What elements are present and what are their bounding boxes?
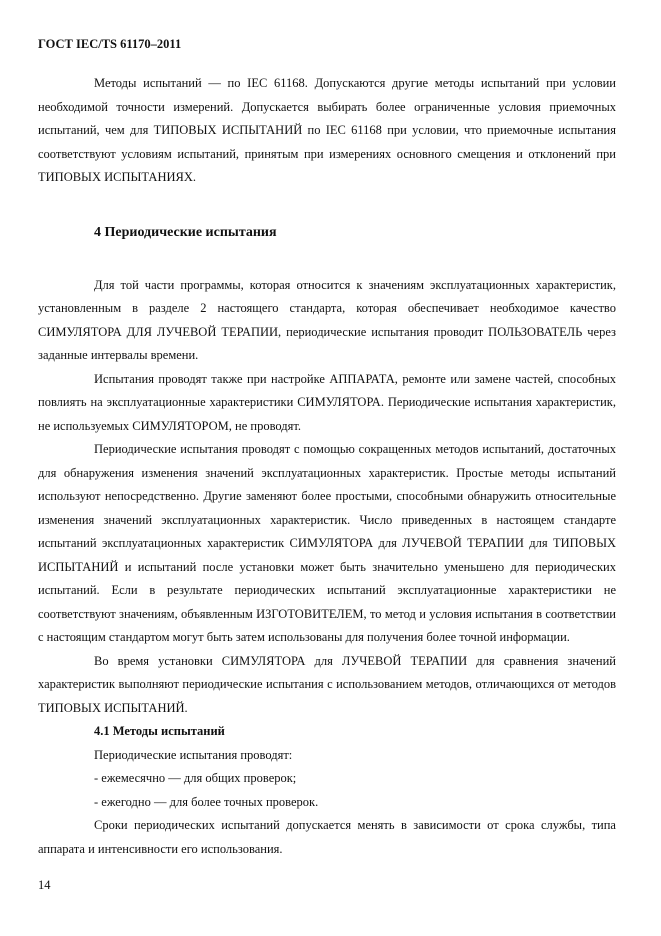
list-item: - ежегодно — для более точных проверок. <box>94 794 319 809</box>
subsection-4-1-closing: Сроки периодических испытаний допускается менять в зависимости от срока службы, типа аппарата и интенсивности его использования. <box>38 818 616 856</box>
section-4-heading: 4 Периодические испытания <box>94 224 277 240</box>
subsection-4-1-lead: Периодические испытания проводят: <box>94 747 293 762</box>
subsection-4-1-heading: 4.1 Методы испытаний <box>94 724 225 738</box>
document-header: ГОСТ IEC/TS 61170–2011 <box>38 37 182 51</box>
list-item: - ежемесячно — для общих проверок; <box>94 771 297 785</box>
page-body <box>38 72 616 861</box>
section-4-paragraph-3: Периодические испытания проводят с помощью сокращенных методов испытаний, достаточных для обнаружения изменения значений эксплуатационных характеристик. Простые методы испытаний используют непосредственно. Другие заменяют более простыми, способными обнаружить относительные изменения значений эксплуатационных характеристик. Число приведенных в настоящем стандарте испытаний эксплуатационных характеристик СИМУЛЯТОРА для ЛУЧЕВОЙ ТЕРАПИИ для ТИПОВЫХ ИСПЫТАНИЙ и испытаний после установки может быть значительно уменьшено для периодических испытаний. Если в результате периодических испытаний эксплуатационные характеристики не соответствуют значениям, объявленным ИЗГОТОВИТЕЛЕМ, то метод и условия испытания в соответствии с настоящим стандартом могут быть затем использованы для получения более точной информации. <box>38 442 616 644</box>
section-4-paragraph-1: Для той части программы, которая относится к значениям эксплуатационных характеристик, установленным в разделе 2 настоящего стандарта, которая обеспечивает необходимое качество СИМУЛЯТОРА ДЛЯ ЛУЧЕВОЙ ТЕРАПИИ, периодические испытания проводит ПОЛЬЗОВАТЕЛЬ через заданные интервалы времени. <box>38 277 616 362</box>
intro-paragraph: Методы испытаний — по IEC 61168. Допускаются другие методы испытаний при условии необходимой точности измерений. Допускается выбирать более ограниченные условия приемочных испытаний, чем для ТИПОВЫХ ИСПЫТАНИЙ по IEC 61168 при условии, что приемочные испытания соответствуют условиям испытаний, принятым при измерениях основного смещения и отклонений при ТИПОВЫХ ИСПЫТАНИЯХ. <box>38 76 616 184</box>
section-4-paragraph-2: Испытания проводят также при настройке АППАРАТА, ремонте или замене частей, способных повлиять на эксплуатационные характеристики СИМУЛЯТОРА. Периодические испытания характеристик, не используемых СИМУЛЯТОРОМ, не проводят. <box>38 371 616 433</box>
page-number: 14 <box>38 878 51 892</box>
section-4-paragraph-4: Во время установки СИМУЛЯТОРА для ЛУЧЕВОЙ ТЕРАПИИ для сравнения значений характеристик выполняют периодические испытания с использованием методов, отличающихся от методов ТИПОВЫХ ИСПЫТАНИЙ. <box>38 653 616 715</box>
